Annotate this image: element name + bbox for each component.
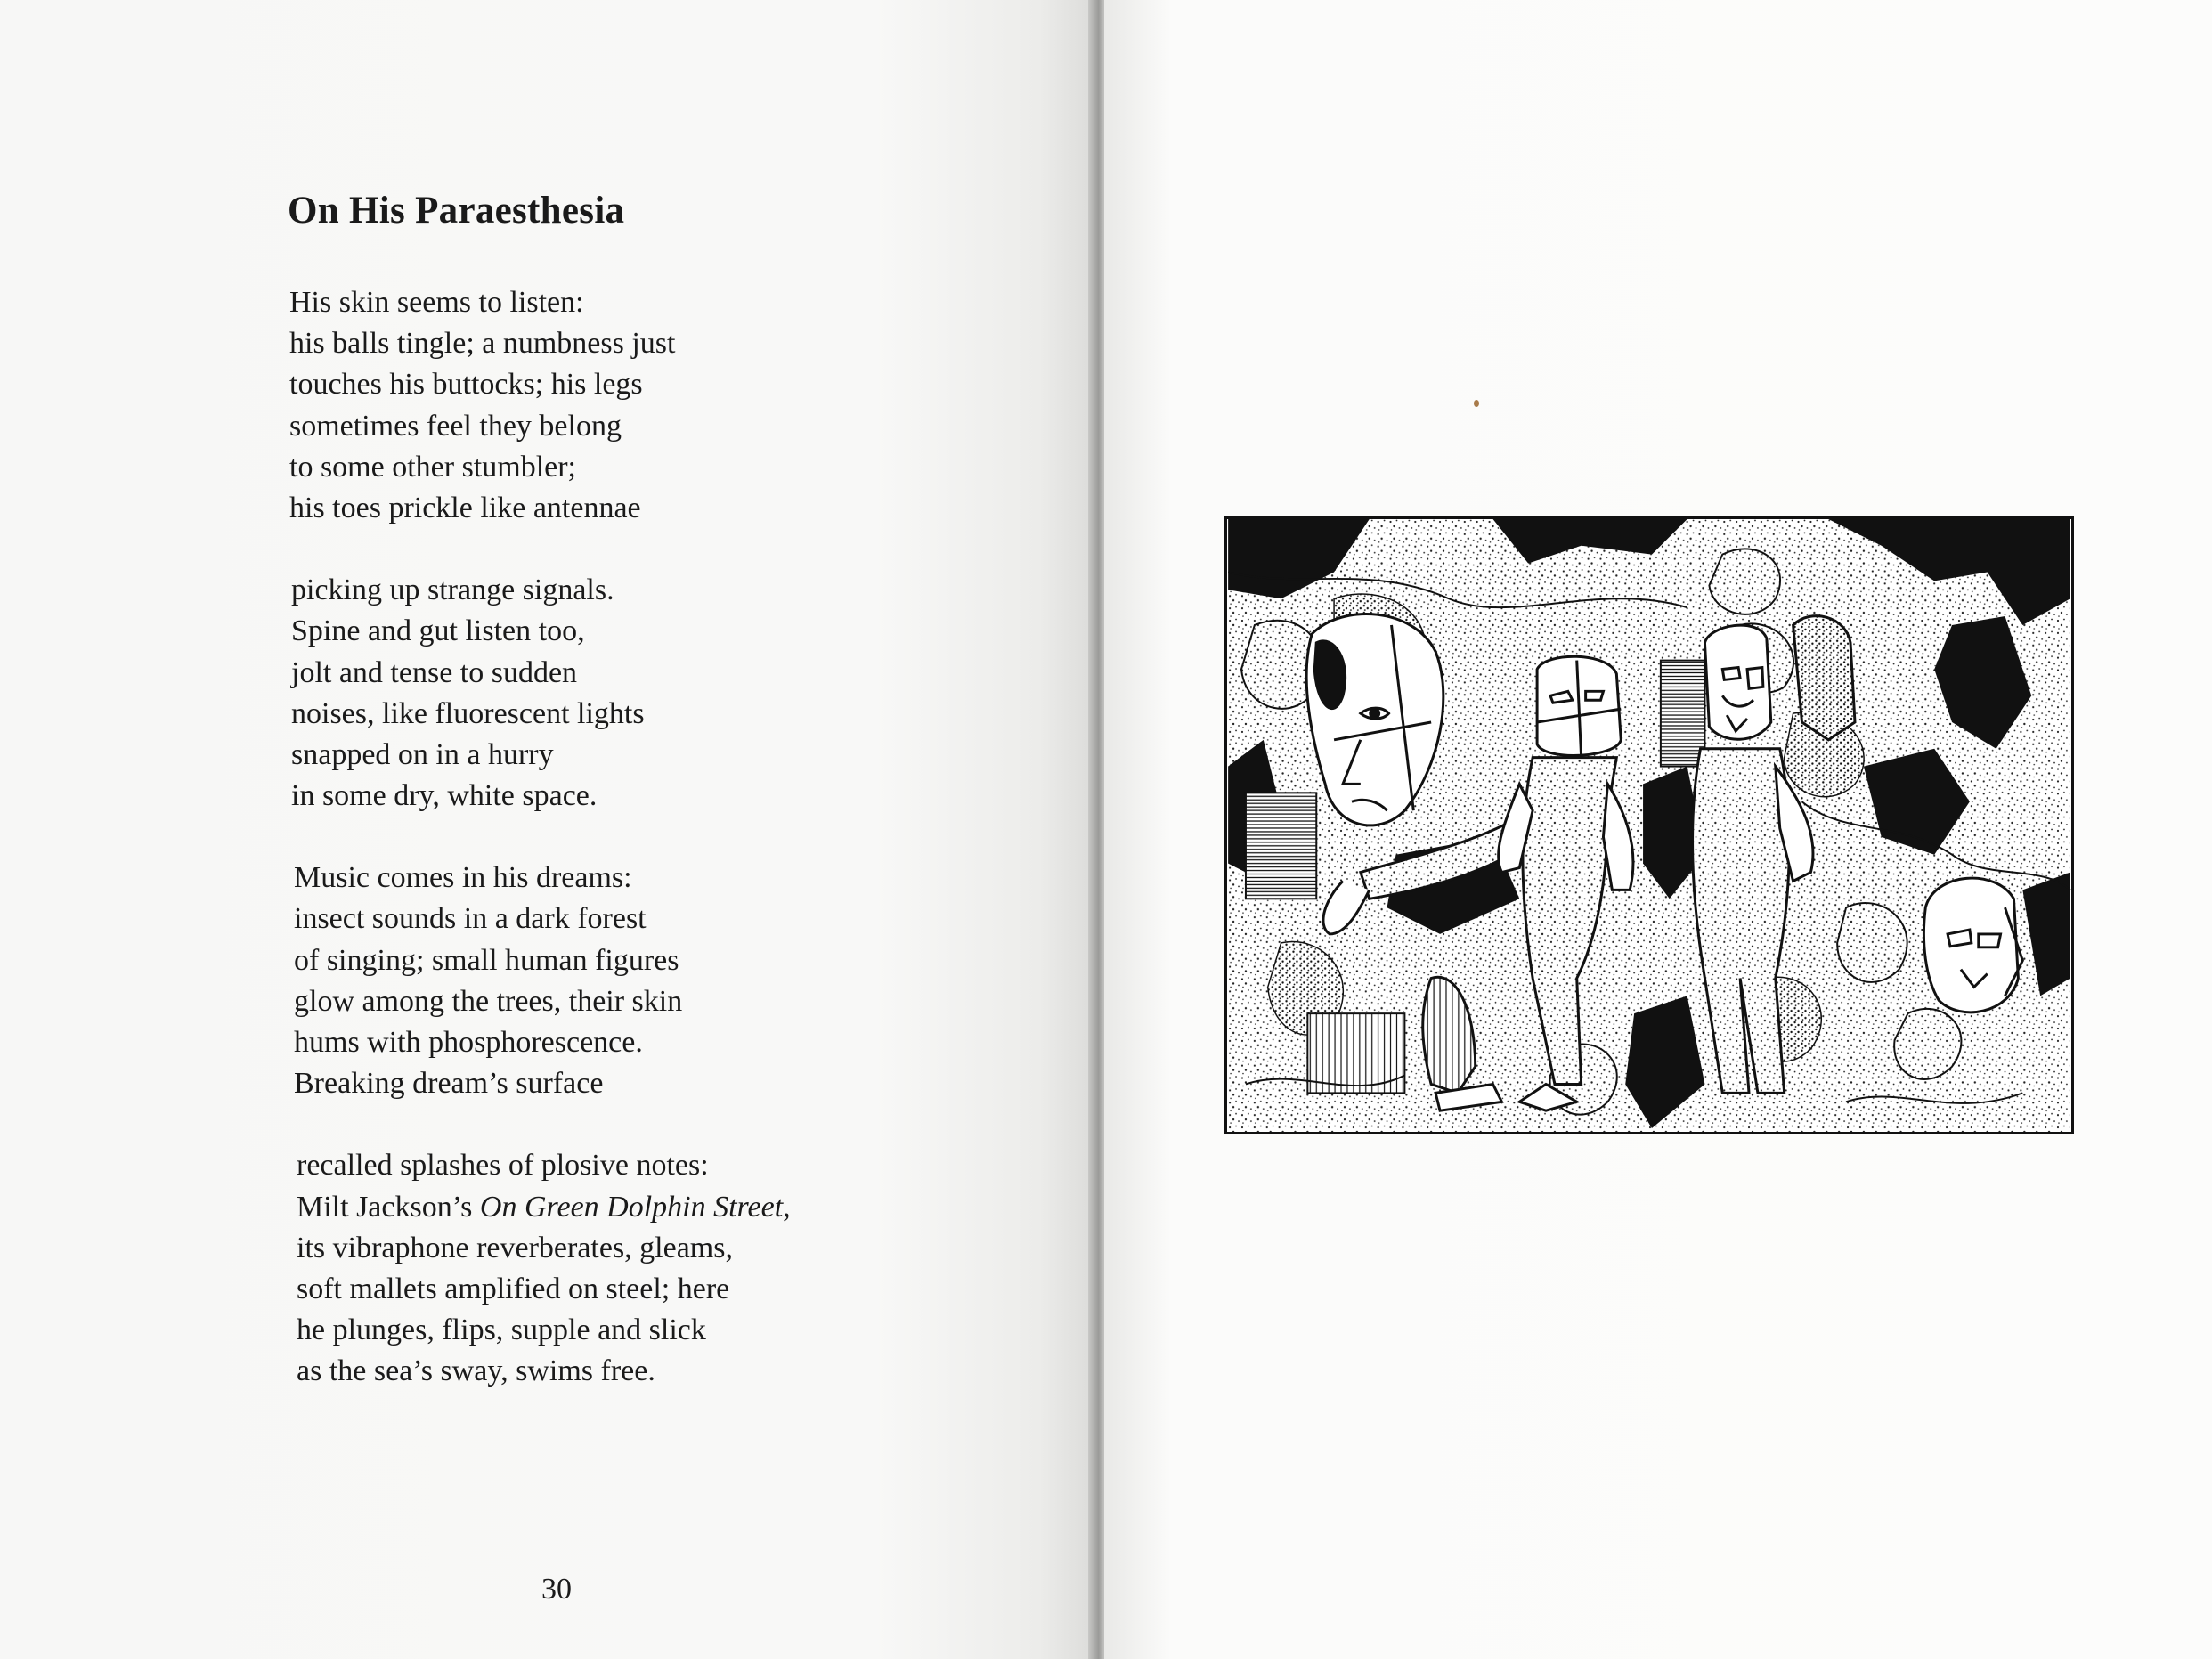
poem-line-with-title <box>289 1187 791 1228</box>
poem-line: Spine and gut listen too, <box>291 614 585 648</box>
page-number: 30 <box>541 1573 572 1606</box>
poem-line: His skin seems to listen: <box>289 286 584 319</box>
poem-body <box>289 282 791 1434</box>
poem-line: picking up strange signals. <box>291 573 614 607</box>
poem-line: noises, like fluorescent lights <box>291 696 645 730</box>
poem-line: insect sounds in a dark forest <box>294 902 647 936</box>
poem-line: sometimes feel they belong <box>289 409 622 443</box>
poem-line: his toes prickle like antennae <box>289 491 641 525</box>
poem-title: On His Paraesthesia <box>288 190 625 232</box>
poem-line: jolt and tense to sudden <box>291 655 578 689</box>
song-title-italic: On Green Dolphin Street <box>479 1190 784 1224</box>
left-page <box>0 0 1094 1659</box>
stanza-2 <box>289 570 791 817</box>
poem-line: his balls tingle; a numbness just <box>289 327 676 361</box>
poem-line: touches his buttocks; his legs <box>289 368 643 402</box>
poem-line: as the sea’s sway, swims free. <box>297 1354 655 1388</box>
line-suffix: , <box>783 1190 791 1224</box>
poem-line: recalled splashes of plosive notes: <box>297 1149 709 1183</box>
stanza-3 <box>289 858 791 1104</box>
illustration-svg <box>1227 519 2071 1132</box>
ink-illustration <box>1224 516 2074 1134</box>
poem-line: its vibraphone reverberates, gleams, <box>297 1231 733 1265</box>
poem-line: Music comes in his dreams: <box>294 861 632 895</box>
stanza-4 <box>289 1145 791 1392</box>
poem-line: hums with phosphorescence. <box>294 1026 643 1059</box>
poem-line: he plunges, flips, supple and slick <box>297 1313 706 1347</box>
poem-line: glow among the trees, their skin <box>294 984 683 1018</box>
poem-line: to some other stumbler; <box>289 450 577 484</box>
poem-line: of singing; small human figures <box>294 943 679 977</box>
poem-line: snapped on in a hurry <box>291 737 554 771</box>
paper-speck <box>1474 400 1479 407</box>
poem-line: in some dry, white space. <box>291 779 598 813</box>
poem-line: Breaking dream’s surface <box>294 1067 604 1101</box>
stanza-1 <box>289 282 791 529</box>
line-prefix: Milt Jackson’s <box>297 1190 480 1224</box>
poem-line: soft mallets amplified on steel; here <box>297 1272 730 1305</box>
